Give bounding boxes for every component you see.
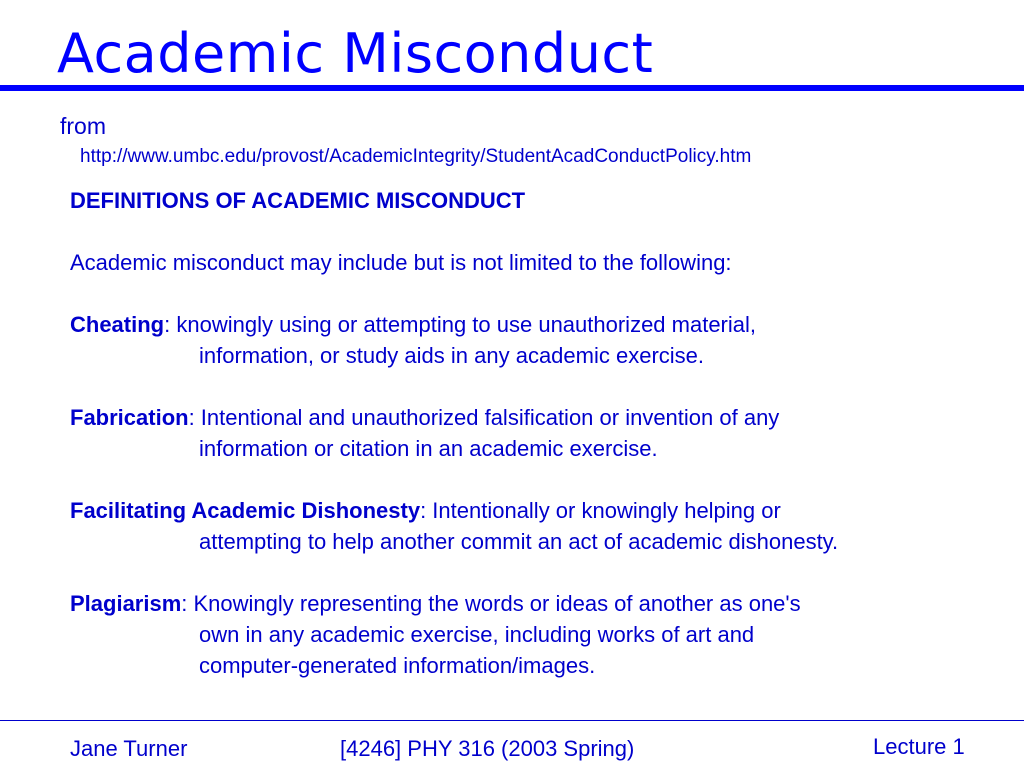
- definitions-body: [70, 185, 970, 681]
- slide-title: Academic Misconduct: [57, 22, 654, 85]
- from-label: from: [60, 113, 106, 139]
- definition-text: : Intentional and unauthorized falsification or invention of any: [188, 405, 780, 430]
- definition-cheating: [70, 309, 970, 371]
- footer-lecture-number: Lecture 1: [873, 734, 965, 759]
- definitions-heading: DEFINITIONS OF ACADEMIC MISCONDUCT: [70, 188, 526, 213]
- title-divider: [0, 85, 1024, 91]
- term-fabrication: Fabrication: [70, 405, 189, 430]
- definition-text: : Knowingly representing the words or ideas of another as one's: [181, 591, 801, 616]
- intro-text: Academic misconduct may include but is not limited to the following:: [70, 250, 732, 275]
- footer-divider: [0, 720, 1024, 721]
- definition-continuation: own in any academic exercise, including works of art and: [199, 622, 755, 647]
- term-cheating: Cheating: [70, 312, 165, 337]
- term-plagiarism: Plagiarism: [70, 591, 182, 616]
- definition-continuation: attempting to help another commit an act of academic dishonesty.: [199, 529, 839, 554]
- footer-course: [4246] PHY 316 (2003 Spring): [340, 736, 635, 761]
- term-facilitating: Facilitating Academic Dishonesty: [70, 498, 421, 523]
- definition-continuation: information, or study aids in any academic exercise.: [199, 343, 705, 368]
- definition-text: : knowingly using or attempting to use unauthorized material,: [164, 312, 757, 337]
- definition-text: : Intentionally or knowingly helping or: [420, 498, 781, 523]
- definition-facilitating: [70, 495, 970, 557]
- footer-author: Jane Turner: [70, 736, 188, 761]
- definition-plagiarism: [70, 588, 970, 681]
- definition-continuation: computer-generated information/images.: [199, 653, 596, 678]
- definition-fabrication: [70, 402, 970, 464]
- definition-continuation: information or citation in an academic exercise.: [199, 436, 658, 461]
- source-url[interactable]: http://www.umbc.edu/provost/AcademicIntegrity/StudentAcadConductPolicy.htm: [80, 146, 752, 167]
